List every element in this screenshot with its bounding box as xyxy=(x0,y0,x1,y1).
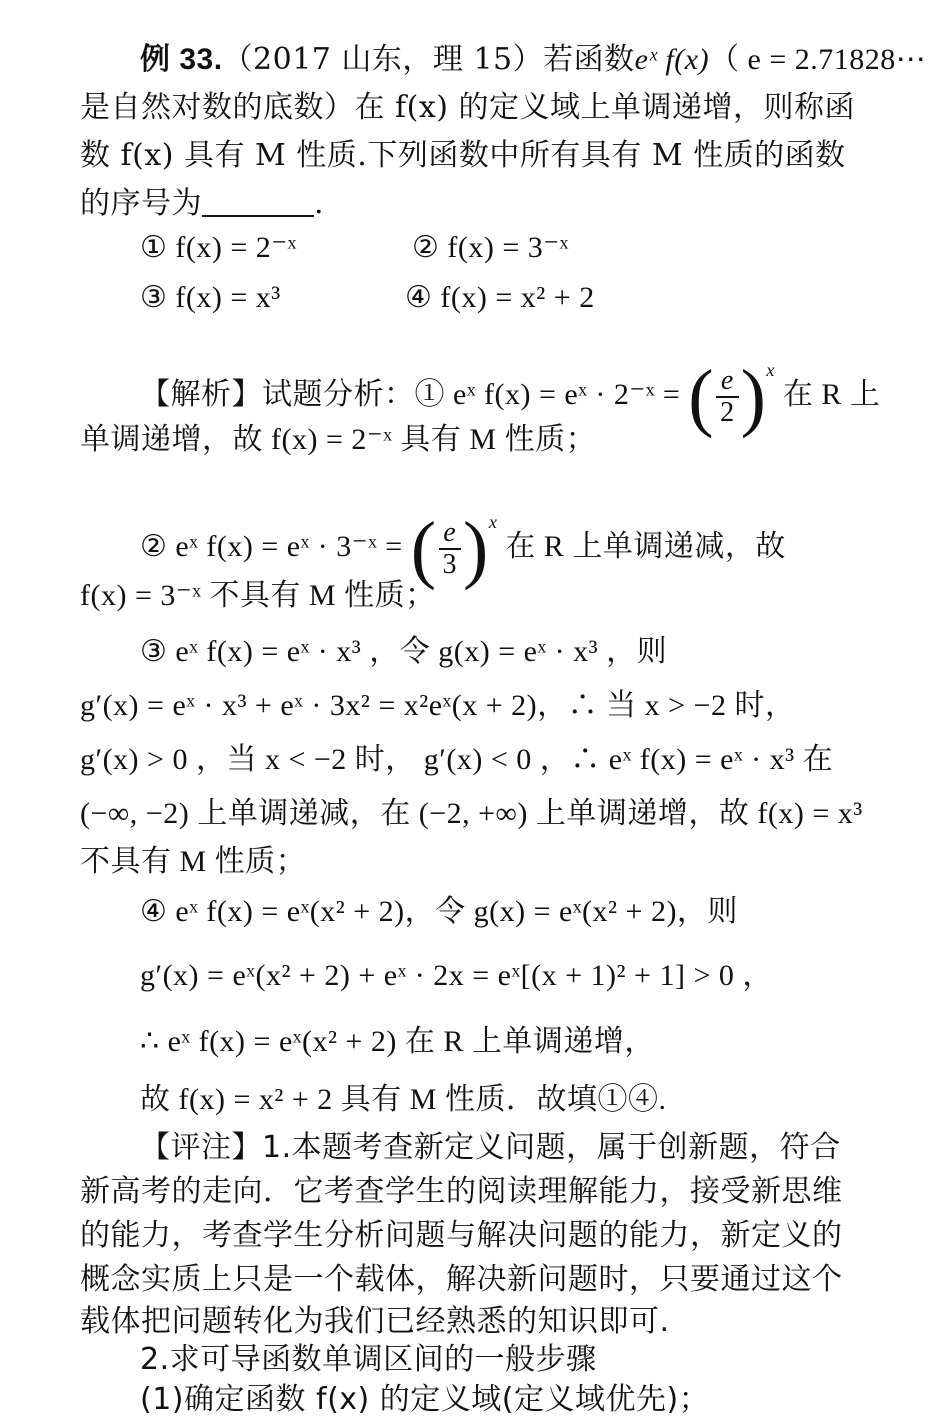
fraction-denominator: 3 xyxy=(442,549,457,581)
solution-1-tail: 在 R 上 xyxy=(782,378,881,411)
solution-3-line-c: g′(x) > 0 ，当 x < −2 时， g′(x) < 0 ，∴ eˣ f(x) = eˣ · x³ 在 xyxy=(80,743,834,776)
option-2: ② f(x) = 3⁻ˣ xyxy=(412,231,569,264)
problem-line-1 xyxy=(140,40,926,80)
solution-4-line-a: ④ eˣ f(x) = eˣ(x² + 2)，令 g(x) = eˣ(x² + 2)，则 xyxy=(140,895,738,928)
fraction-e-over-3 xyxy=(439,518,462,580)
solution-1-line-b: 单调递增，故 f(x) = 2⁻ˣ 具有 M 性质； xyxy=(80,423,597,456)
comment-line-5: 载体把问题转化为我们已经熟悉的知识即可. xyxy=(80,1304,670,1339)
problem-line-4-prefix: 的序号为 xyxy=(80,186,202,221)
right-paren: ) xyxy=(463,507,489,592)
solution-2-tail: 在 R 上单调递减，故 xyxy=(505,530,786,563)
comment-line-7: (1)确定函数 f(x) 的定义域(定义域优先)； xyxy=(140,1382,710,1417)
problem-line-3: 数 f(x) 具有 M 性质.下列函数中所有具有 M 性质的函数 xyxy=(80,138,846,173)
comment-line-1: 【评注】1.本题考查新定义问题，属于创新题，符合 xyxy=(140,1130,841,1165)
comment-line-6: 2.求可导函数单调区间的一般步骤 xyxy=(140,1342,597,1377)
solution-3-line-a: ③ eˣ f(x) = eˣ · x³ ，令 g(x) = eˣ · x³ ，则 xyxy=(140,635,668,668)
solution-3-line-d: (−∞, −2) 上单调递减，在 (−2, +∞) 上单调递增，故 f(x) = x³ xyxy=(80,797,863,830)
problem-line-4 xyxy=(80,184,324,224)
solution-4-line-d: 故 f(x) = x² + 2 具有 M 性质．故填①④. xyxy=(140,1083,667,1116)
option-4: ④ f(x) = x² + 2 xyxy=(405,281,595,314)
comment-line-3: 的能力，考查学生分析问题与解决问题的能力，新定义的 xyxy=(80,1218,843,1253)
solution-1-expr: 【解析】试题分析：① eˣ f(x) = eˣ · 2⁻ˣ = xyxy=(140,378,681,411)
fraction-numerator: e xyxy=(439,518,462,550)
problem-line-2: 是自然对数的底数）在 f(x) 的定义域上单调递增，则称函 xyxy=(80,90,856,125)
problem-source: （2017 山东，理 15） xyxy=(222,42,544,77)
solution-4-line-b: g′(x) = eˣ(x² + 2) + eˣ · 2x = eˣ[(x + 1)² + 1] > 0 ， xyxy=(140,959,773,992)
option-3: ③ f(x) = x³ xyxy=(140,281,281,314)
solution-2-line-b: f(x) = 3⁻ˣ 不具有 M 性质； xyxy=(80,579,436,612)
comment-line-2: 新高考的走向．它考查学生的阅读理解能力，接受新思维 xyxy=(80,1174,843,1209)
comment-line-4: 概念实质上只是一个载体，解决新问题时，只要通过这个 xyxy=(80,1262,843,1297)
fraction-denominator: 2 xyxy=(720,397,735,429)
left-paren: ( xyxy=(688,355,715,440)
expr-exf: eˣ f(x) xyxy=(634,43,710,76)
problem-tag: 例 33. xyxy=(140,43,223,76)
fraction-exponent: x xyxy=(766,360,775,380)
fraction-exponent: x xyxy=(488,512,498,532)
solution-2-expr: ② eˣ f(x) = eˣ · 3⁻ˣ = xyxy=(140,530,403,563)
fraction-e-over-2 xyxy=(716,366,739,428)
right-paren: ) xyxy=(740,355,767,440)
problem-intro: 若函数 xyxy=(543,42,635,77)
fraction-numerator: e xyxy=(716,366,739,398)
solution-2-line-a xyxy=(140,482,786,592)
problem-line-4-suffix: . xyxy=(314,186,325,221)
option-1: ① f(x) = 2⁻ˣ xyxy=(140,231,297,264)
solution-4-line-c: ∴ eˣ f(x) = eˣ(x² + 2) 在 R 上单调递增， xyxy=(140,1025,655,1058)
solution-3-line-e: 不具有 M 性质； xyxy=(80,845,307,878)
e-value: （ e = 2.71828⋯ xyxy=(709,43,927,76)
left-paren: ( xyxy=(410,507,437,592)
solution-3-line-b: g′(x) = eˣ · x³ + eˣ · 3x² = x²eˣ(x + 2)，∴ 当 x > −2 时， xyxy=(80,689,796,722)
answer-blank xyxy=(202,185,314,217)
